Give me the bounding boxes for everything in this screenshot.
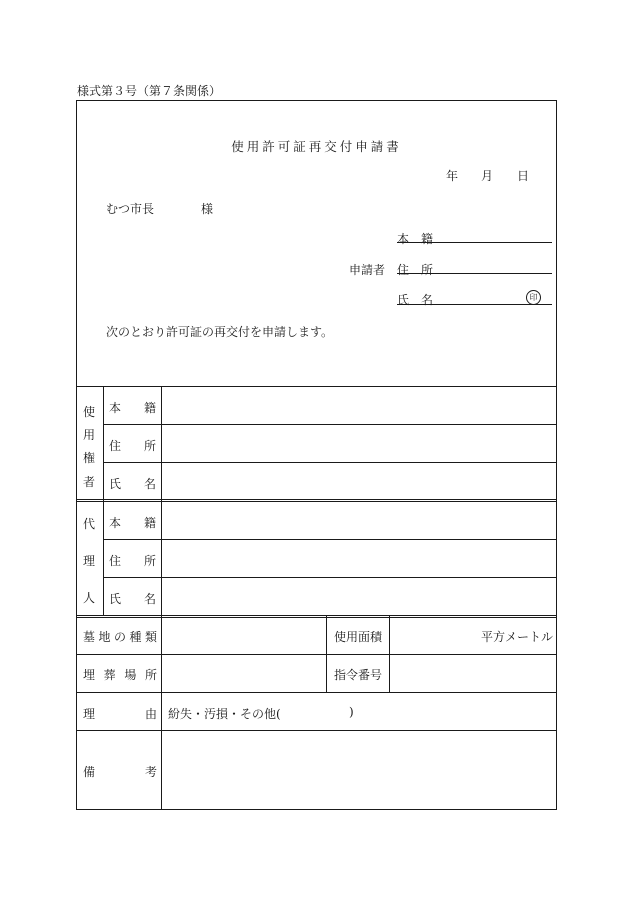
agent-shimei-label: 氏 bbox=[109, 592, 122, 606]
grid-line bbox=[103, 424, 556, 425]
burial-place-label: 埋 葬 場 所 bbox=[83, 668, 157, 682]
usage-area-unit: 平方メートル bbox=[481, 630, 554, 644]
grid-line bbox=[389, 616, 390, 693]
usage-area-label: 使用面積 bbox=[334, 630, 383, 644]
form-title: 使用許可証再交付申請書 bbox=[231, 139, 402, 154]
grid-line bbox=[77, 692, 556, 693]
user-shimei-label-2: 名 bbox=[144, 477, 157, 491]
addressee-honorific: 様 bbox=[201, 202, 214, 216]
grid-line bbox=[161, 386, 162, 810]
applicant-jusho-line[interactable] bbox=[397, 273, 552, 274]
grave-type-label: 墓 地 の 種 類 bbox=[83, 630, 157, 644]
grid-line bbox=[77, 386, 556, 387]
reason-options[interactable]: 紛失・汚損・その他( bbox=[168, 707, 281, 721]
date-day: 日 bbox=[517, 169, 530, 183]
grid-line-double bbox=[77, 499, 556, 502]
user-shimei-label: 氏 bbox=[109, 477, 122, 491]
reason-label: 理 由 bbox=[83, 707, 157, 721]
applicant-jusho-label: 住 所 bbox=[397, 263, 434, 277]
user-honseki-label: 本 bbox=[109, 401, 122, 415]
grid-line bbox=[103, 462, 556, 463]
date-year: 年 bbox=[446, 169, 459, 183]
agent-jusho-label-2: 所 bbox=[144, 554, 157, 568]
grid-line bbox=[77, 654, 556, 655]
grid-line-double bbox=[77, 615, 556, 618]
grid-line bbox=[77, 730, 556, 731]
grid-line bbox=[103, 539, 556, 540]
user-jusho-label-2: 所 bbox=[144, 439, 157, 453]
applicant-honseki-line[interactable] bbox=[397, 242, 552, 243]
agent-honseki-label: 本 bbox=[109, 516, 122, 530]
grid-line bbox=[103, 577, 556, 578]
statement-text: 次のとおり許可証の再交付を申請します。 bbox=[106, 325, 334, 339]
agent-shimei-label-2: 名 bbox=[144, 592, 157, 606]
applicant-shimei-label: 氏 名 bbox=[397, 293, 434, 307]
agent-honseki-label-2: 籍 bbox=[144, 516, 157, 530]
grid-line bbox=[103, 386, 104, 616]
applicant-shimei-line[interactable] bbox=[397, 304, 552, 305]
reason-close-paren: ) bbox=[349, 705, 354, 719]
form-caption: 様式第３号（第７条関係） bbox=[77, 84, 222, 98]
applicant-label: 申請者 bbox=[349, 263, 386, 277]
grid-line bbox=[326, 616, 327, 693]
user-honseki-label-2: 籍 bbox=[144, 401, 157, 415]
addressee-name: むつ市長 bbox=[106, 202, 155, 216]
application-form: 使用許可証再交付申請書 年 月 日 むつ市長 様 本 籍 申請者 住 所 氏 名 印 次のとおり許可証の再交付を申請します。 使 用 権 者 本 籍 住 所 氏 名 代 理 人 本 籍 住 所 氏 名 墓 地 の 種 類 使用面積 平方メートル 埋 葬 場 所 指令番号 理 由 紛失・汚損・その他( ) 備 考 bbox=[76, 100, 557, 810]
date-month: 月 bbox=[481, 169, 494, 183]
seal-mark-icon: 印 bbox=[526, 290, 541, 305]
designation-number-label: 指令番号 bbox=[334, 668, 383, 682]
user-jusho-label: 住 bbox=[109, 439, 122, 453]
applicant-honseki-label: 本 籍 bbox=[397, 232, 434, 246]
remarks-label: 備 考 bbox=[83, 765, 157, 779]
agent-jusho-label: 住 bbox=[109, 554, 122, 568]
